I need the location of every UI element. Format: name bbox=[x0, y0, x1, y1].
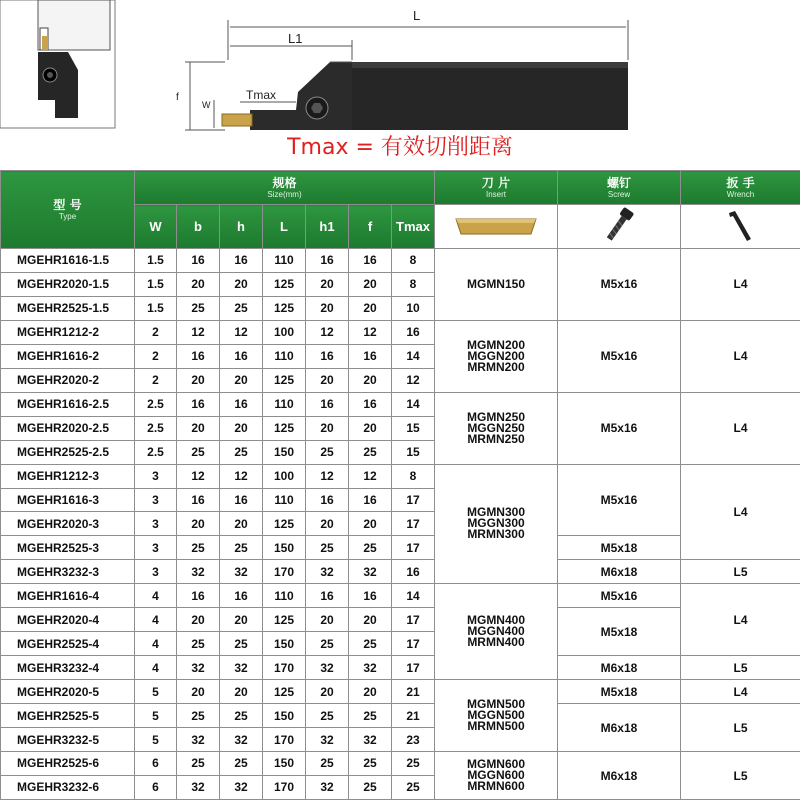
insert-code: MRMN200 bbox=[467, 359, 525, 374]
cell-tmax: 21 bbox=[392, 704, 435, 728]
col-W: W bbox=[135, 205, 177, 249]
cell-l: 150 bbox=[263, 632, 306, 656]
cell-f: 32 bbox=[349, 656, 392, 680]
cell-f: 12 bbox=[349, 464, 392, 488]
screw-cell: M5x16 bbox=[558, 464, 681, 536]
cell-h: 32 bbox=[220, 728, 263, 752]
insert-code: MRMN250 bbox=[467, 431, 525, 446]
screw-cell: M5x16 bbox=[558, 392, 681, 464]
cell-w: 1.5 bbox=[135, 272, 177, 296]
cell-b: 20 bbox=[177, 512, 220, 536]
cell-w: 2 bbox=[135, 320, 177, 344]
table-row bbox=[1, 464, 800, 488]
screw-cell: M6x18 bbox=[558, 656, 681, 680]
cell-h: 25 bbox=[220, 632, 263, 656]
model-cell: MGEHR1212-2 bbox=[1, 320, 135, 344]
label-f: f bbox=[176, 92, 179, 103]
type-header: 型 号 Type bbox=[1, 171, 135, 249]
cell-f: 25 bbox=[349, 632, 392, 656]
cell-b: 32 bbox=[177, 775, 220, 799]
insert-cell bbox=[435, 752, 558, 800]
cell-f: 25 bbox=[349, 704, 392, 728]
cell-l: 110 bbox=[263, 584, 306, 608]
cell-b: 20 bbox=[177, 608, 220, 632]
cell-tmax: 16 bbox=[392, 320, 435, 344]
screw-cell: M5x18 bbox=[558, 536, 681, 560]
cell-w: 5 bbox=[135, 704, 177, 728]
insert-cell bbox=[435, 680, 558, 752]
cell-h1: 16 bbox=[306, 584, 349, 608]
insert-code: MGGN500 bbox=[467, 708, 525, 723]
cell-h: 16 bbox=[220, 392, 263, 416]
cell-b: 32 bbox=[177, 728, 220, 752]
cell-tmax: 14 bbox=[392, 584, 435, 608]
screw-cell: M6x18 bbox=[558, 704, 681, 752]
model-cell: MGEHR1212-3 bbox=[1, 464, 135, 488]
cell-w: 2 bbox=[135, 368, 177, 392]
col-h: h bbox=[220, 205, 263, 249]
insert-cell bbox=[435, 392, 558, 464]
table-row bbox=[1, 680, 800, 704]
cell-h: 32 bbox=[220, 775, 263, 799]
insert-code: MGGN300 bbox=[467, 516, 525, 531]
cell-h: 20 bbox=[220, 680, 263, 704]
cell-w: 3 bbox=[135, 560, 177, 584]
cell-l: 170 bbox=[263, 728, 306, 752]
table-row bbox=[1, 560, 800, 584]
cell-h1: 20 bbox=[306, 368, 349, 392]
cell-h: 20 bbox=[220, 512, 263, 536]
insert-cell bbox=[435, 249, 558, 321]
model-cell: MGEHR3232-3 bbox=[1, 560, 135, 584]
cell-b: 16 bbox=[177, 249, 220, 273]
wrench-cell: L5 bbox=[681, 752, 800, 800]
cell-h: 16 bbox=[220, 488, 263, 512]
cell-f: 16 bbox=[349, 344, 392, 368]
cell-b: 25 bbox=[177, 440, 220, 464]
insert-blade-icon bbox=[451, 210, 541, 240]
cell-l: 125 bbox=[263, 608, 306, 632]
hex-wrench-icon bbox=[721, 205, 761, 245]
wrench-image-cell bbox=[681, 205, 800, 249]
cell-h: 25 bbox=[220, 536, 263, 560]
cell-f: 25 bbox=[349, 752, 392, 776]
cell-h: 32 bbox=[220, 560, 263, 584]
cell-l: 100 bbox=[263, 320, 306, 344]
cell-w: 5 bbox=[135, 728, 177, 752]
wrench-cell: L5 bbox=[681, 560, 800, 584]
model-cell: MGEHR3232-5 bbox=[1, 728, 135, 752]
insert-code: MGMN150 bbox=[466, 276, 525, 291]
cell-w: 3 bbox=[135, 536, 177, 560]
cell-h: 25 bbox=[220, 704, 263, 728]
cell-w: 1.5 bbox=[135, 249, 177, 273]
cell-tmax: 17 bbox=[392, 632, 435, 656]
cell-h: 16 bbox=[220, 344, 263, 368]
cell-l: 110 bbox=[263, 249, 306, 273]
cell-tmax: 17 bbox=[392, 656, 435, 680]
table-row bbox=[1, 320, 800, 344]
cell-f: 20 bbox=[349, 416, 392, 440]
wrench-cell: L4 bbox=[681, 584, 800, 656]
cell-b: 12 bbox=[177, 320, 220, 344]
cell-b: 16 bbox=[177, 392, 220, 416]
cell-b: 20 bbox=[177, 416, 220, 440]
table-row bbox=[1, 392, 800, 416]
insert-code: MGGN250 bbox=[467, 420, 525, 435]
cell-b: 32 bbox=[177, 656, 220, 680]
model-cell: MGEHR2525-6 bbox=[1, 752, 135, 776]
cell-l: 125 bbox=[263, 680, 306, 704]
cell-l: 170 bbox=[263, 775, 306, 799]
cell-l: 170 bbox=[263, 560, 306, 584]
insert-code: MGGN400 bbox=[467, 624, 525, 639]
cell-b: 12 bbox=[177, 464, 220, 488]
cell-f: 16 bbox=[349, 584, 392, 608]
cell-h1: 32 bbox=[306, 560, 349, 584]
cell-b: 16 bbox=[177, 344, 220, 368]
insert-code: MGGN600 bbox=[467, 768, 525, 782]
cell-f: 16 bbox=[349, 249, 392, 273]
cell-tmax: 23 bbox=[392, 728, 435, 752]
wrench-cell: L4 bbox=[681, 249, 800, 321]
cell-h1: 20 bbox=[306, 512, 349, 536]
screw-cell: M5x16 bbox=[558, 320, 681, 392]
model-cell: MGEHR2020-2.5 bbox=[1, 416, 135, 440]
cell-h: 16 bbox=[220, 249, 263, 273]
cell-f: 20 bbox=[349, 272, 392, 296]
model-cell: MGEHR2525-1.5 bbox=[1, 296, 135, 320]
cell-f: 20 bbox=[349, 296, 392, 320]
cell-l: 110 bbox=[263, 344, 306, 368]
cell-h1: 25 bbox=[306, 704, 349, 728]
table-row bbox=[1, 704, 800, 728]
label-W: W bbox=[202, 100, 211, 110]
cell-tmax: 16 bbox=[392, 560, 435, 584]
cell-h1: 32 bbox=[306, 728, 349, 752]
cell-b: 16 bbox=[177, 488, 220, 512]
cell-l: 125 bbox=[263, 296, 306, 320]
wrench-cell: L4 bbox=[681, 392, 800, 464]
insert-code: MRMN400 bbox=[467, 635, 525, 650]
wrench-cell: L4 bbox=[681, 680, 800, 704]
cell-h1: 25 bbox=[306, 440, 349, 464]
screw-header: 螺钉 Screw bbox=[558, 171, 681, 205]
cell-w: 4 bbox=[135, 584, 177, 608]
cell-b: 25 bbox=[177, 536, 220, 560]
cell-tmax: 21 bbox=[392, 680, 435, 704]
cell-f: 20 bbox=[349, 608, 392, 632]
cell-b: 25 bbox=[177, 752, 220, 776]
insert-code: MGMN200 bbox=[466, 337, 525, 352]
table-row bbox=[1, 584, 800, 608]
model-cell: MGEHR1616-1.5 bbox=[1, 249, 135, 273]
cell-b: 25 bbox=[177, 632, 220, 656]
insert-code: MGMN500 bbox=[466, 697, 525, 712]
cell-h1: 16 bbox=[306, 392, 349, 416]
cell-h1: 16 bbox=[306, 249, 349, 273]
insert-code: MRMN600 bbox=[467, 779, 525, 793]
screw-icon bbox=[599, 206, 639, 244]
cell-h: 20 bbox=[220, 272, 263, 296]
cell-f: 25 bbox=[349, 536, 392, 560]
cell-tmax: 8 bbox=[392, 272, 435, 296]
insert-image-cell bbox=[435, 205, 558, 249]
col-b: b bbox=[177, 205, 220, 249]
cell-b: 20 bbox=[177, 272, 220, 296]
model-cell: MGEHR2020-3 bbox=[1, 512, 135, 536]
cell-tmax: 8 bbox=[392, 249, 435, 273]
cell-tmax: 25 bbox=[392, 752, 435, 776]
cell-b: 20 bbox=[177, 680, 220, 704]
model-cell: MGEHR1616-4 bbox=[1, 584, 135, 608]
cell-tmax: 15 bbox=[392, 416, 435, 440]
cell-b: 16 bbox=[177, 584, 220, 608]
cell-tmax: 14 bbox=[392, 344, 435, 368]
table-row bbox=[1, 536, 800, 560]
screw-cell: M5x18 bbox=[558, 680, 681, 704]
model-cell: MGEHR1616-2.5 bbox=[1, 392, 135, 416]
cell-h: 20 bbox=[220, 368, 263, 392]
cell-h1: 25 bbox=[306, 632, 349, 656]
screw-image-cell bbox=[558, 205, 681, 249]
cell-w: 2 bbox=[135, 344, 177, 368]
cell-h1: 32 bbox=[306, 775, 349, 799]
cell-h1: 32 bbox=[306, 656, 349, 680]
cell-w: 2.5 bbox=[135, 392, 177, 416]
cell-w: 6 bbox=[135, 775, 177, 799]
table-row bbox=[1, 249, 800, 273]
wrench-cell: L4 bbox=[681, 464, 800, 560]
cell-h: 16 bbox=[220, 584, 263, 608]
cell-f: 25 bbox=[349, 775, 392, 799]
cell-tmax: 17 bbox=[392, 512, 435, 536]
col-L: L bbox=[263, 205, 306, 249]
cell-f: 12 bbox=[349, 320, 392, 344]
cell-h1: 12 bbox=[306, 320, 349, 344]
table-row bbox=[1, 752, 800, 776]
wrench-cell: L5 bbox=[681, 656, 800, 680]
spec-table bbox=[0, 170, 800, 800]
wrench-cell: L5 bbox=[681, 704, 800, 752]
cell-l: 125 bbox=[263, 512, 306, 536]
insert-header: 刀 片 Insert bbox=[435, 171, 558, 205]
insert-code: MGMN400 bbox=[466, 613, 525, 628]
cell-tmax: 12 bbox=[392, 368, 435, 392]
cell-w: 3 bbox=[135, 464, 177, 488]
cell-b: 25 bbox=[177, 704, 220, 728]
cell-tmax: 25 bbox=[392, 775, 435, 799]
cell-h1: 16 bbox=[306, 488, 349, 512]
cell-f: 20 bbox=[349, 368, 392, 392]
cell-tmax: 17 bbox=[392, 488, 435, 512]
cell-h: 12 bbox=[220, 464, 263, 488]
model-cell: MGEHR2020-5 bbox=[1, 680, 135, 704]
insert-code: MGMN600 bbox=[466, 757, 525, 771]
cell-tmax: 8 bbox=[392, 464, 435, 488]
insert-code: MRMN300 bbox=[467, 527, 525, 542]
model-cell: MGEHR2525-5 bbox=[1, 704, 135, 728]
cell-tmax: 14 bbox=[392, 392, 435, 416]
cell-h1: 20 bbox=[306, 680, 349, 704]
wrench-cell: L4 bbox=[681, 320, 800, 392]
screw-cell: M6x18 bbox=[558, 560, 681, 584]
cell-w: 4 bbox=[135, 632, 177, 656]
insert-code: MGMN250 bbox=[466, 409, 525, 424]
col-Tmax: Tmax bbox=[392, 205, 435, 249]
cell-l: 170 bbox=[263, 656, 306, 680]
cell-f: 32 bbox=[349, 560, 392, 584]
insert-cell bbox=[435, 464, 558, 584]
table-row bbox=[1, 656, 800, 680]
cell-l: 125 bbox=[263, 272, 306, 296]
insert-cell bbox=[435, 584, 558, 680]
cell-l: 125 bbox=[263, 416, 306, 440]
screw-cell: M5x16 bbox=[558, 249, 681, 321]
col-f: f bbox=[349, 205, 392, 249]
cell-h: 32 bbox=[220, 656, 263, 680]
spec-header: 规格 Size(mm) bbox=[135, 171, 435, 205]
model-cell: MGEHR2020-4 bbox=[1, 608, 135, 632]
cell-tmax: 17 bbox=[392, 536, 435, 560]
cell-f: 25 bbox=[349, 440, 392, 464]
spec-table-body bbox=[1, 249, 800, 800]
table-row bbox=[1, 608, 800, 632]
model-cell: MGEHR2020-2 bbox=[1, 368, 135, 392]
cell-h1: 20 bbox=[306, 272, 349, 296]
front-view-inset bbox=[0, 0, 115, 128]
cell-l: 150 bbox=[263, 440, 306, 464]
tmax-caption: Tmax = 有效切削距离 bbox=[287, 135, 513, 160]
model-cell: MGEHR3232-6 bbox=[1, 775, 135, 799]
cell-h: 25 bbox=[220, 752, 263, 776]
cell-l: 125 bbox=[263, 368, 306, 392]
insert-code: MRMN500 bbox=[467, 719, 525, 734]
cell-tmax: 10 bbox=[392, 296, 435, 320]
label-Tmax: Tmax bbox=[246, 88, 276, 102]
insert-cell bbox=[435, 320, 558, 392]
tool-holder bbox=[222, 62, 628, 130]
cell-h1: 12 bbox=[306, 464, 349, 488]
model-cell: MGEHR3232-4 bbox=[1, 656, 135, 680]
cell-h1: 16 bbox=[306, 344, 349, 368]
cell-w: 2.5 bbox=[135, 440, 177, 464]
cell-w: 3 bbox=[135, 488, 177, 512]
model-cell: MGEHR2525-2.5 bbox=[1, 440, 135, 464]
cell-f: 32 bbox=[349, 728, 392, 752]
cell-b: 25 bbox=[177, 296, 220, 320]
cell-h1: 20 bbox=[306, 296, 349, 320]
cell-h1: 25 bbox=[306, 536, 349, 560]
cell-w: 3 bbox=[135, 512, 177, 536]
cell-h1: 20 bbox=[306, 416, 349, 440]
cell-w: 5 bbox=[135, 680, 177, 704]
wrench-header: 扳 手 Wrench bbox=[681, 171, 800, 205]
cell-h: 12 bbox=[220, 320, 263, 344]
model-cell: MGEHR2020-1.5 bbox=[1, 272, 135, 296]
cell-f: 20 bbox=[349, 680, 392, 704]
cell-w: 4 bbox=[135, 656, 177, 680]
cell-tmax: 17 bbox=[392, 608, 435, 632]
cell-l: 150 bbox=[263, 704, 306, 728]
cell-f: 16 bbox=[349, 488, 392, 512]
cell-f: 16 bbox=[349, 392, 392, 416]
cell-l: 110 bbox=[263, 392, 306, 416]
model-cell: MGEHR2525-4 bbox=[1, 632, 135, 656]
label-L: L bbox=[413, 8, 421, 23]
cell-f: 20 bbox=[349, 512, 392, 536]
insert-code: MGGN200 bbox=[467, 348, 525, 363]
model-cell: MGEHR1616-2 bbox=[1, 344, 135, 368]
screw-cell: M5x18 bbox=[558, 608, 681, 656]
col-h1: h1 bbox=[306, 205, 349, 249]
cell-l: 150 bbox=[263, 752, 306, 776]
model-cell: MGEHR2525-3 bbox=[1, 536, 135, 560]
cell-h: 20 bbox=[220, 608, 263, 632]
cell-h1: 25 bbox=[306, 752, 349, 776]
cell-h: 25 bbox=[220, 440, 263, 464]
insert-code: MGMN300 bbox=[466, 505, 525, 520]
cell-h: 25 bbox=[220, 296, 263, 320]
cell-l: 100 bbox=[263, 464, 306, 488]
label-L1: L1 bbox=[288, 31, 303, 46]
cell-h: 20 bbox=[220, 416, 263, 440]
cell-l: 150 bbox=[263, 536, 306, 560]
cell-w: 4 bbox=[135, 608, 177, 632]
cell-w: 6 bbox=[135, 752, 177, 776]
cell-w: 2.5 bbox=[135, 416, 177, 440]
screw-cell: M6x18 bbox=[558, 752, 681, 800]
cell-l: 110 bbox=[263, 488, 306, 512]
screw-cell: M5x16 bbox=[558, 584, 681, 608]
cell-b: 20 bbox=[177, 368, 220, 392]
cell-b: 32 bbox=[177, 560, 220, 584]
cell-w: 1.5 bbox=[135, 296, 177, 320]
cell-tmax: 15 bbox=[392, 440, 435, 464]
model-cell: MGEHR1616-3 bbox=[1, 488, 135, 512]
cell-h1: 20 bbox=[306, 608, 349, 632]
